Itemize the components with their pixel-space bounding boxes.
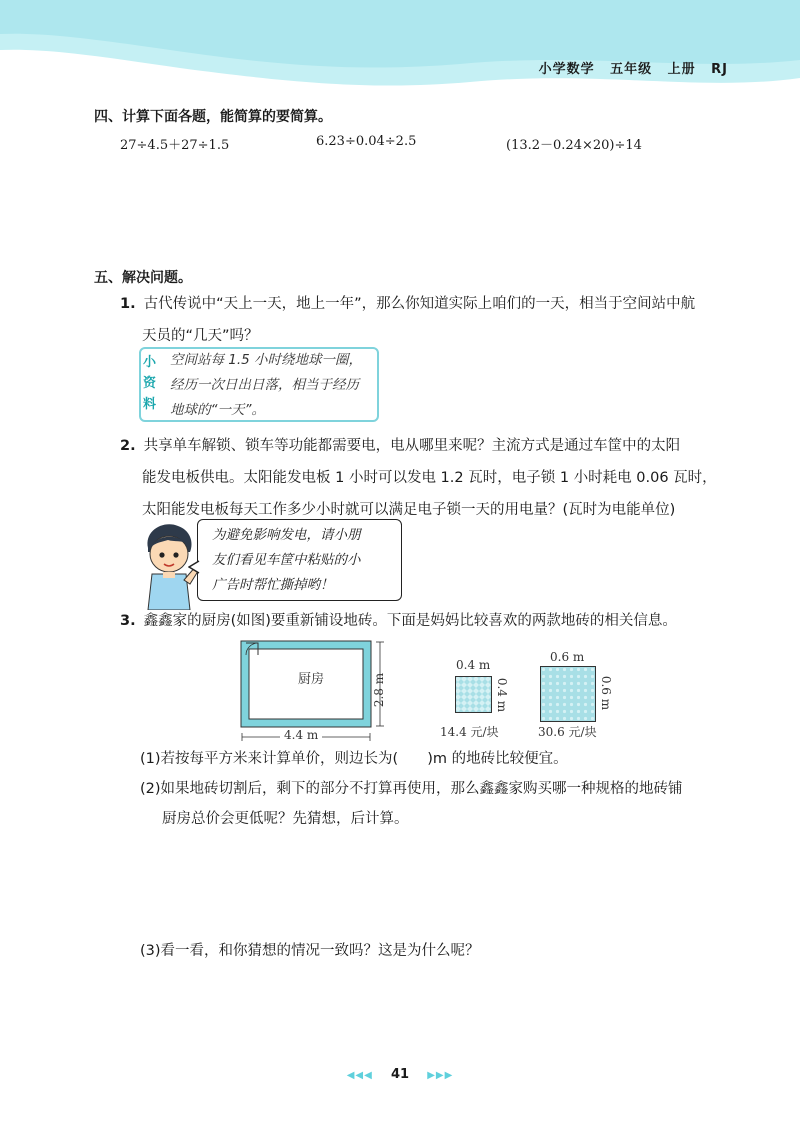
section-four-title: 四、计算下面各题，能简算的要简算。: [94, 109, 332, 125]
book-info-label: 小学数学 五年级 上册 RJ: [538, 62, 728, 77]
speech-bubble-tail: [188, 560, 200, 574]
tile-2-top-label: 0.6 m: [550, 650, 585, 664]
question-2-number: 2.: [120, 438, 136, 454]
question-1-line-1: 古代传说中“天上一天，地上一年”，那么你知道实际上咱们的一天，相当于空间站中航: [143, 296, 696, 312]
question-3-line-1: 鑫鑫家的厨房(如图)要重新铺设地砖。下面是妈妈比较喜欢的两款地砖的相关信息。: [143, 613, 677, 629]
expression-3: (13.2－0.24×20)÷14: [506, 138, 642, 153]
kitchen-label: 厨房: [298, 672, 325, 687]
section-five-title: 五、解决问题。: [94, 270, 192, 286]
header-wave-banner: [0, 0, 800, 95]
fact-box-text: 空间站每 1.5 小时绕地球一圈， 经历一次日出日落，相当于经历 地球的“一天”。: [170, 352, 363, 418]
question-1-number: 1.: [120, 296, 136, 312]
tile-1-swatch: [455, 676, 492, 713]
kitchen-height-label: 2.8 m: [372, 672, 387, 708]
page-number: 41: [390, 1067, 410, 1082]
footer-right-arrows: ▶▶▶: [427, 1070, 454, 1081]
tile-2-swatch: [540, 666, 596, 722]
question-3-number: 3.: [120, 613, 136, 629]
tile-1-side-label: 0.4 m: [495, 677, 510, 713]
question-3: [120, 605, 720, 637]
tile-1-top-label: 0.4 m: [456, 658, 491, 672]
sub-question-2-line-2: 厨房总价会更低呢？先猜想，后计算。: [162, 811, 409, 827]
sub-question-3: (3)看一看，和你猜想的情况一致吗？这是为什么呢？: [140, 943, 480, 959]
page-footer: [0, 1067, 800, 1082]
question-2-line-3: 太阳能发电板每天工作多少小时就可以满足电子锁一天的用电量？(瓦时为电能单位): [142, 502, 676, 518]
tile-2-price: 30.6 元/块: [538, 725, 597, 739]
tile-1-price: 14.4 元/块: [440, 725, 499, 739]
question-2: [120, 430, 720, 526]
tile-2-side-label: 0.6 m: [599, 675, 614, 711]
sub-question-2-line-1: (2)如果地砖切割后，剩下的部分不打算再使用，那么鑫鑫家购买哪一种规格的地砖铺: [140, 781, 683, 797]
expression-1: 27÷4.5＋27÷1.5: [120, 138, 230, 153]
question-1-line-2: 天员的“几天”吗？: [142, 328, 259, 344]
footer-left-arrows: ◀◀◀: [346, 1070, 373, 1081]
speech-bubble-text: 为避免影响发电，请小朋 友们看见车筐中粘贴的小 广告时帮忙撕掉哟！: [212, 527, 361, 593]
expression-2: 6.23÷0.04÷2.5: [316, 134, 417, 149]
question-1: [120, 288, 720, 352]
question-2-line-2: 能发电板供电。太阳能发电板 1 小时可以发电 1.2 瓦时，电子锁 1 小时耗电 0.06 瓦时，: [142, 470, 717, 486]
fact-box-tag: 小 资 料: [142, 355, 156, 412]
sub-question-1: (1)若按每平方米来计算单价，则边长为( )m 的地砖比较便宜。: [140, 751, 568, 767]
question-2-line-1: 共享单车解锁、锁车等功能都需要电，电从哪里来呢？主流方式是通过车筐中的太阳: [143, 438, 681, 454]
kitchen-width-label: 4.4 m: [280, 728, 322, 742]
